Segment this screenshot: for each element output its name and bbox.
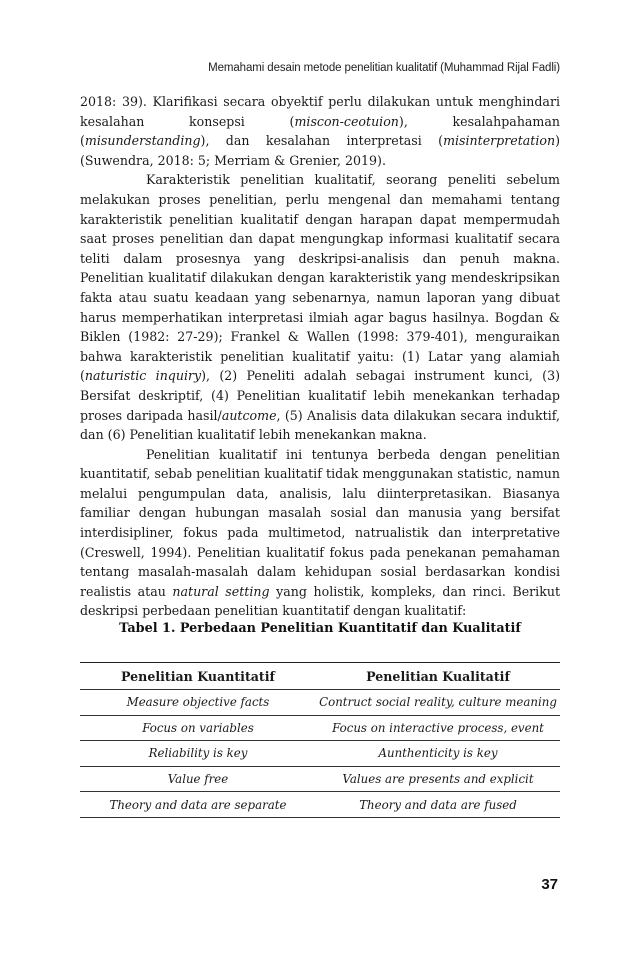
table-header-qualitative: Penelitian Kualitatif: [316, 663, 560, 690]
paragraph-1-italic-3: misinterpretation: [443, 133, 556, 149]
table-row: [80, 690, 560, 716]
table-row: [80, 792, 560, 818]
paragraph-1-italic-1: miscon-ceotuion: [294, 113, 399, 129]
paragraph-1-text-4: ) (Suwendra, 2018: 5; Merriam & Grenier, 2019).: [80, 133, 560, 168]
table-cell: Measure objective facts: [80, 690, 316, 716]
paragraph-1-text-1: 2018: 39). Klarifikasi secara obyektif perlu dilakukan untuk menghindari kesalahan konsepsi (: [80, 94, 560, 129]
table-row: [80, 766, 560, 792]
table-header-quantitative: Penelitian Kuantitatif: [80, 663, 316, 690]
comparison-table: [80, 662, 560, 818]
running-head: Memahami desain metode penelitian kualitatif (Muhammad Rijal Fadli): [208, 62, 560, 74]
paragraph-1: [80, 92, 560, 170]
table-cell: Reliability is key: [80, 741, 316, 767]
table-cell: Focus on variables: [80, 715, 316, 741]
paragraph-2-text-1: Karakteristik penelitian kualitatif, seorang peneliti sebelum melakukan proses penelitian, perlu mengenal dan memahami tentang karakteristik penelitian kualitatif dengan harapan dapat mempermudah saat proses penelitian dan dapat mengungkap informasi kualitatif secara teliti dalam prosesnya yang deskripsi-analisis dan penuh makna. Penelitian kualitatif dilakukan dengan karakteristik yang mendeskripsikan fakta atau suatu keadaan yang sebenarnya, namun laporan yang dibuat harus memperhatikan interpretasi ilmiah agar bagus hasilnya. Bogdan & Biklen (1982: 27-29); Frankel & Wallen (1998: 379-401), menguraikan bahwa karakteristik penelitian kualitatif yaitu: (1) Latar yang alamiah (: [80, 172, 560, 384]
table-cell: Theory and data are separate: [80, 792, 316, 818]
table-row: [80, 715, 560, 741]
table-cell: Values are presents and explicit: [316, 766, 560, 792]
paragraph-1-text-2: ), kesalahpahaman (: [80, 113, 560, 149]
paragraph-2-italic-2: autcome: [221, 407, 277, 423]
page-number: 37: [541, 876, 558, 893]
table-cell: Theory and data are fused: [316, 792, 560, 818]
paragraph-3-text-1: Penelitian kualitatif ini tentunya berbeda dengan penelitian kuantitatif, sebab penelitian kualitatif tidak menggunakan statistic, namun melalui pengumpulan data, analisis, lalu diinterpretasikan. Biasanya familiar dengan hubungan masalah sosial dan manusia yang bersifat interdisiplіner, fokus pada multimetod, natrualistik dan interpretative (Creswell, 1994). Penelitian kualitatif fokus pada penekanan pemahaman tentang masalah-masalah dalam kehidupan sosial berdasarkan kondisi realistis atau: [80, 446, 560, 599]
paragraph-3-text-2: yang holistik, kompleks, dan rinci. Berikut deskripsi perbedaan penelitian kuantitatif dengan kualitatif:: [80, 583, 561, 619]
table-caption: Tabel 1. Perbedaan Penelitian Kuantitatif dan Kualitatif: [119, 621, 521, 636]
body-text: [80, 92, 560, 621]
paragraph-2-text-3: , (5) Analisis data dilakukan secara induktif, dan (6) Penelitian kualitatif lebih menekankan makna.: [80, 407, 560, 443]
paragraph-2-italic-1: naturistic inquiry: [84, 368, 202, 384]
paragraph-1-text-3: ), dan kesalahan interpretasi (: [200, 133, 444, 149]
table-row: [80, 741, 560, 767]
paragraph-3-italic-1: natural setting: [172, 583, 270, 599]
paragraph-2-text-2: ), (2) Peneliti adalah sebagai instrument kunci, (3) Bersifat deskriptif, (4) Penelitian kualitatif lebih menekankan terhadap proses daripada hasil/: [80, 368, 560, 423]
table-cell: Contruct social reality, culture meaning: [316, 690, 560, 716]
table-header-row: [80, 663, 560, 690]
table-cell: Focus on interactive process, event: [316, 715, 560, 741]
table-cell: Value free: [80, 766, 316, 792]
paragraph-1-italic-2: misunderstanding: [84, 133, 201, 149]
paragraph-2: [80, 170, 560, 444]
paragraph-3: [80, 445, 560, 621]
table-cell: Aunthenticity is key: [316, 741, 560, 767]
